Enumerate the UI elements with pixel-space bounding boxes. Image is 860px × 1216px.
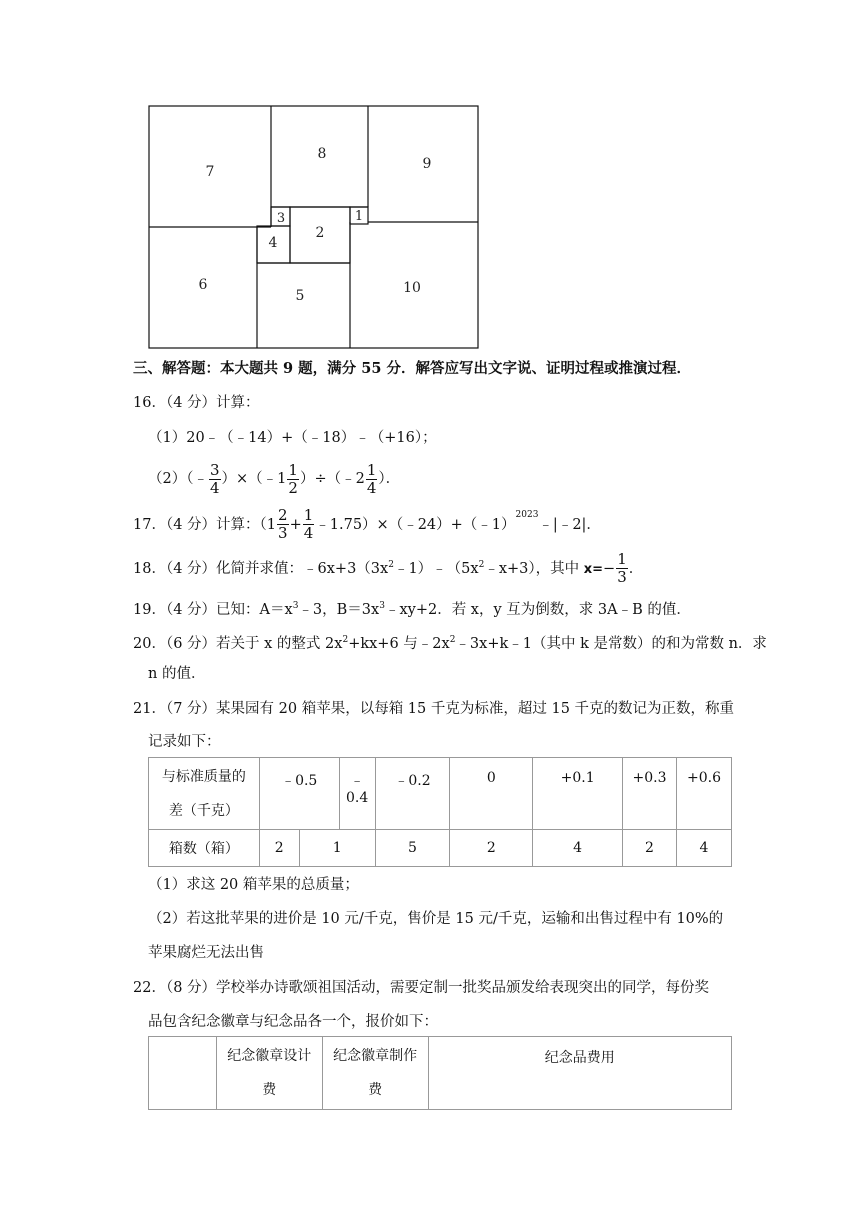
- q22-line2: 品包含纪念徽章与纪念品各一个，报价如下：: [148, 1014, 438, 1030]
- denominator: 4: [209, 478, 220, 497]
- fraction-1-2: [287, 462, 299, 497]
- q18-text-b: ﹣1）﹣（5x: [393, 560, 479, 577]
- fraction-1-3: [616, 551, 628, 586]
- numerator: 1: [288, 460, 298, 479]
- count-cell: 2: [623, 830, 677, 867]
- square-label-5: 5: [295, 288, 305, 304]
- header-line2: 费: [262, 1082, 277, 1098]
- q21-line2: 记录如下：: [148, 734, 221, 750]
- q18-text-c: ﹣x+3），其中: [484, 560, 584, 577]
- q17-text-a: 17．（4 分）计算：（1: [133, 516, 277, 533]
- fraction-1-4: [366, 462, 378, 497]
- q18: [133, 547, 643, 588]
- count-cell: 2: [450, 830, 533, 867]
- square-label-10: 10: [403, 280, 421, 296]
- count-cell: 5: [375, 830, 450, 867]
- square-label-2: 2: [315, 225, 325, 241]
- numerator: 1: [366, 460, 377, 479]
- q19-text-c: ﹣xy+2．若 x，y 互为倒数，求 3A﹣B 的值．: [384, 601, 691, 618]
- denominator: 3: [617, 568, 627, 587]
- q21-part2-cont: 苹果腐烂无法出售: [148, 945, 264, 961]
- weight-table: [148, 757, 732, 867]
- diff-cell: ﹣0.5: [259, 758, 339, 830]
- numerator: 3: [209, 460, 220, 479]
- exponent: 3: [292, 601, 299, 611]
- exponent: 2: [478, 560, 485, 570]
- header-line2: 费: [368, 1082, 383, 1098]
- fraction-1-4: [303, 507, 315, 542]
- q16-head: 16．（4 分）计算：: [133, 395, 260, 411]
- diff-cell: +0.1: [533, 758, 623, 830]
- square-label-1: 1: [354, 209, 364, 224]
- denominator: 3: [278, 524, 288, 543]
- q21-part1: （1）求这 20 箱苹果的总质量；: [148, 877, 359, 893]
- denominator: 2: [288, 478, 298, 497]
- fraction-2-3: [277, 507, 289, 542]
- q20-text-b: +kx+6 与﹣2x: [348, 635, 450, 652]
- square-label-8: 8: [317, 146, 327, 162]
- square-label-4: 4: [268, 235, 278, 251]
- denominator: 4: [303, 524, 314, 543]
- q17: [133, 503, 601, 543]
- diff-cell: 0: [450, 758, 533, 830]
- numerator: 1: [617, 550, 627, 569]
- exponent: 2023: [515, 510, 539, 520]
- count-cell: 4: [533, 830, 623, 867]
- q16-part2-text-c: ）÷（﹣2: [299, 471, 365, 487]
- count-cell: 1: [299, 830, 375, 867]
- section-heading: 三、解答题：本大题共 9 题，满分 55 分．解答应写出文字说、证明过程或推演过程．: [133, 360, 691, 377]
- q17-text-b: ﹣1.75）×（﹣24）+（﹣1）: [315, 516, 516, 533]
- price-table: [148, 1036, 732, 1110]
- q20-line2: n 的值．: [148, 666, 206, 682]
- q16-part2-text-d: ）．: [378, 471, 401, 487]
- q17-text-c: ﹣|﹣2|．: [538, 516, 601, 533]
- souvenir-fee-header: 纪念品费用: [428, 1037, 731, 1110]
- q21-line1: 21．（7 分）某果园有 20 箱苹果，以每箱 15 千克为标准，超过 15 千克的数记为正数，称重: [133, 701, 735, 717]
- squares-figure: [140, 100, 490, 355]
- q18-text-a: 18．（4 分）化简并求值：﹣6x+3（3x: [133, 560, 389, 577]
- q20-text-c: ﹣3x+k﹣1（其中 k 是常数）的和为常数 n．求: [455, 635, 767, 652]
- header-diff-line2: 差（千克）: [168, 802, 239, 819]
- denominator: 4: [366, 478, 377, 497]
- numerator: 1: [303, 506, 314, 525]
- diff-cell: +0.3: [623, 758, 677, 830]
- square-label-6: 6: [198, 277, 208, 293]
- exponent: 2: [388, 560, 394, 570]
- q16-part2-text-a: （2）（﹣: [148, 471, 208, 487]
- count-cell: 4: [676, 830, 731, 867]
- diff-cell: ﹣0.2: [375, 758, 450, 830]
- q19-text-a: 19．（4 分）已知：A＝x: [133, 601, 293, 618]
- q16-part2: [148, 461, 400, 497]
- diff-cell: +0.6: [676, 758, 731, 830]
- exponent: 2: [449, 635, 456, 645]
- x-equals: x=: [583, 561, 604, 577]
- q16-part1: （1）20﹣（﹣14）+（﹣18）﹣（+16）；: [148, 430, 437, 446]
- q20-text-a: 20．（6 分）若关于 x 的整式 2x: [133, 635, 343, 652]
- badge-production-fee-header: [322, 1037, 428, 1110]
- empty-header-cell: [149, 1037, 217, 1110]
- q19: [133, 596, 691, 620]
- exponent: 2: [342, 635, 349, 645]
- q22-line1: 22．（8 分）学校举办诗歌颂祖国活动，需要定制一批奖品颁发给表现突出的同学，每份奖: [133, 980, 710, 996]
- badge-design-fee-header: [216, 1037, 322, 1110]
- header-diff: [149, 758, 260, 830]
- q21-part2: （2）若这批苹果的进价是 10 元/千克，售价是 15 元/千克，运输和出售过程中有 10%的: [148, 911, 724, 927]
- fraction-3-4: [209, 462, 221, 497]
- minus-sign: −: [603, 560, 616, 577]
- square-label-7: 7: [205, 164, 215, 180]
- header-line1: 纪念徽章制作: [333, 1048, 418, 1064]
- count-cell: 2: [259, 830, 299, 867]
- header-diff-line1: 与标准质量的: [161, 768, 246, 785]
- header-count: 箱数（箱）: [149, 830, 260, 867]
- period: ．: [628, 560, 644, 577]
- header-line1: 纪念徽章设计: [227, 1048, 312, 1064]
- q19-text-b: ﹣3，B＝3x: [298, 601, 380, 618]
- q20-line1: [133, 630, 767, 654]
- q16-part2-text-b: ）×（﹣1: [221, 471, 287, 487]
- numerator: 2: [278, 506, 288, 525]
- exponent: 3: [379, 601, 385, 611]
- square-label-9: 9: [422, 156, 432, 172]
- plus-sign: +: [289, 516, 302, 533]
- diff-cell: ﹣0.4: [339, 758, 375, 830]
- square-label-3: 3: [276, 211, 286, 226]
